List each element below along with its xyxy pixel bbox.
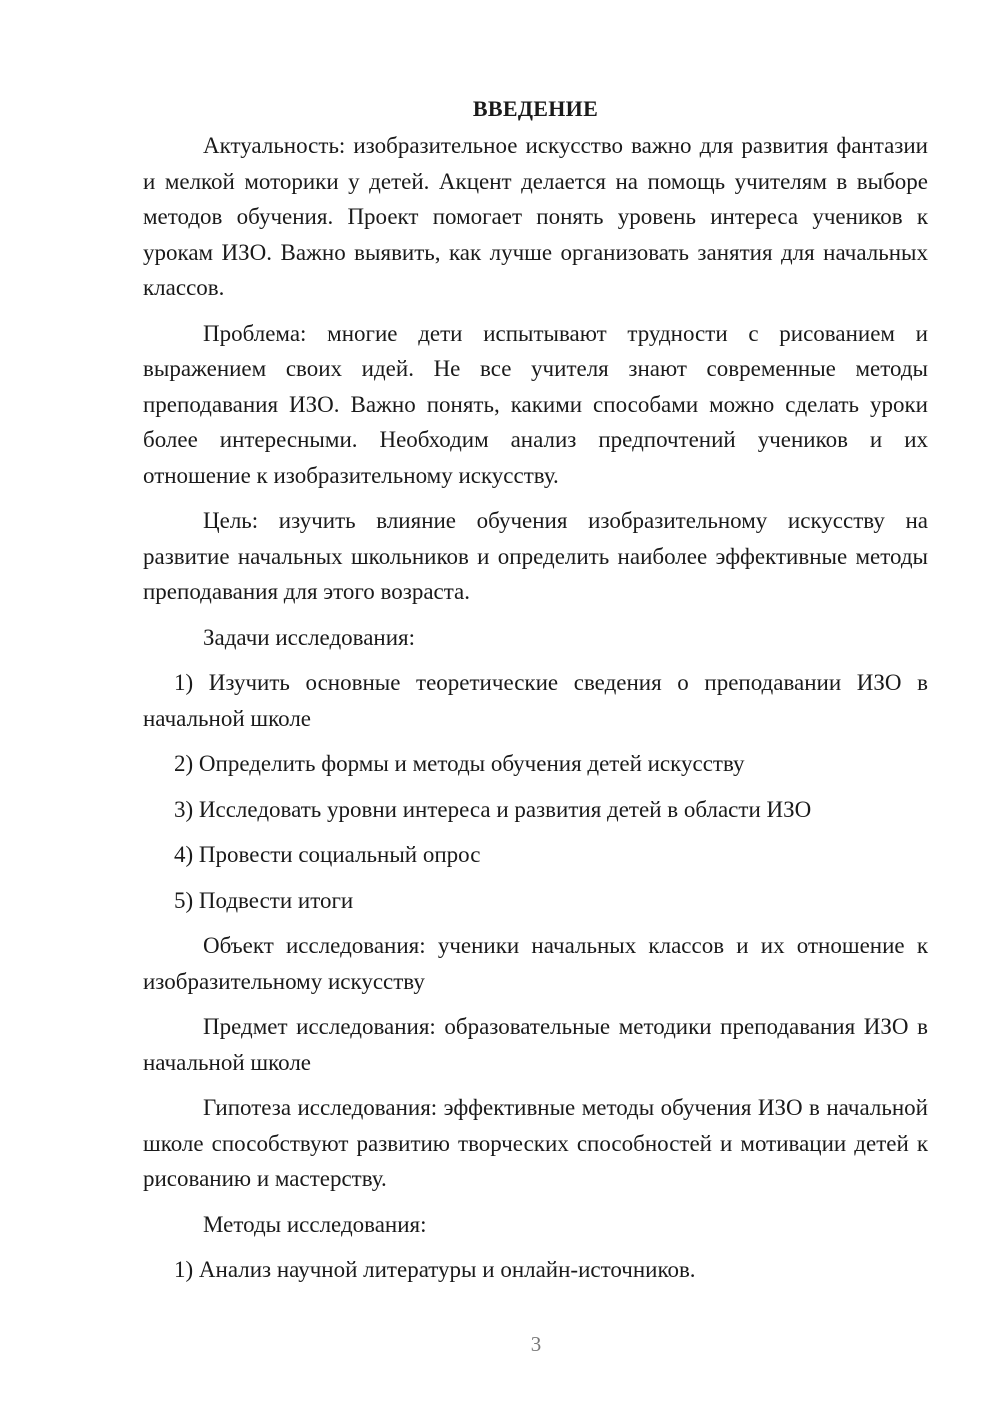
task-item: 5) Подвести итоги <box>174 887 354 913</box>
page-content <box>143 94 928 1298</box>
goal-paragraph: Цель: изучить влияние обучения изобразительному искусству на развитие начальных школьников и определить наиболее эффективные методы преподавания для этого возраста. <box>143 508 928 604</box>
relevance-paragraph: Актуальность: изобразительное искусство важно для развития фантазии и мелкой моторики у детей. Акцент делается на помощь учителям в выборе методов обучения. Проект помогает понять уровень интереса учеников к урокам ИЗО. Важно выявить, как лучше организовать занятия для начальных классов. <box>143 133 928 300</box>
object-paragraph: Объект исследования: ученики начальных классов и их отношение к изобразительному искусству <box>143 933 928 994</box>
task-item: 3) Исследовать уровни интереса и развития детей в области ИЗО <box>174 796 812 822</box>
methods-heading: Методы исследования: <box>203 1211 427 1237</box>
task-item: 1) Изучить основные теоретические сведения о преподавании ИЗО в начальной школе <box>143 670 928 731</box>
page-number: 3 <box>530 1332 542 1356</box>
task-item: 4) Провести социальный опрос <box>174 842 481 867</box>
method-item: 1) Анализ научной литературы и онлайн-источников. <box>174 1257 696 1282</box>
subject-paragraph: Предмет исследования: образовательные методики преподавания ИЗО в начальной школе <box>143 1014 928 1075</box>
task-item: 2) Определить формы и методы обучения детей искусству <box>174 751 745 776</box>
page-title: ВВЕДЕНИЕ <box>472 96 599 121</box>
hypothesis-paragraph: Гипотеза исследования: эффективные методы обучения ИЗО в начальной школе способствуют развитию творческих способностей и мотивации детей к рисованию и мастерству. <box>143 1095 928 1191</box>
tasks-heading: Задачи исследования: <box>203 624 416 650</box>
problem-paragraph: Проблема: многие дети испытывают трудности с рисованием и выражением своих идей. Не все учителя знают современные методы преподавания ИЗО. Важно понять, какими способами можно сделать уроки более интересными. Необходим анализ предпочтений учеников и их отношение к изобразительному искусству. <box>143 320 928 488</box>
